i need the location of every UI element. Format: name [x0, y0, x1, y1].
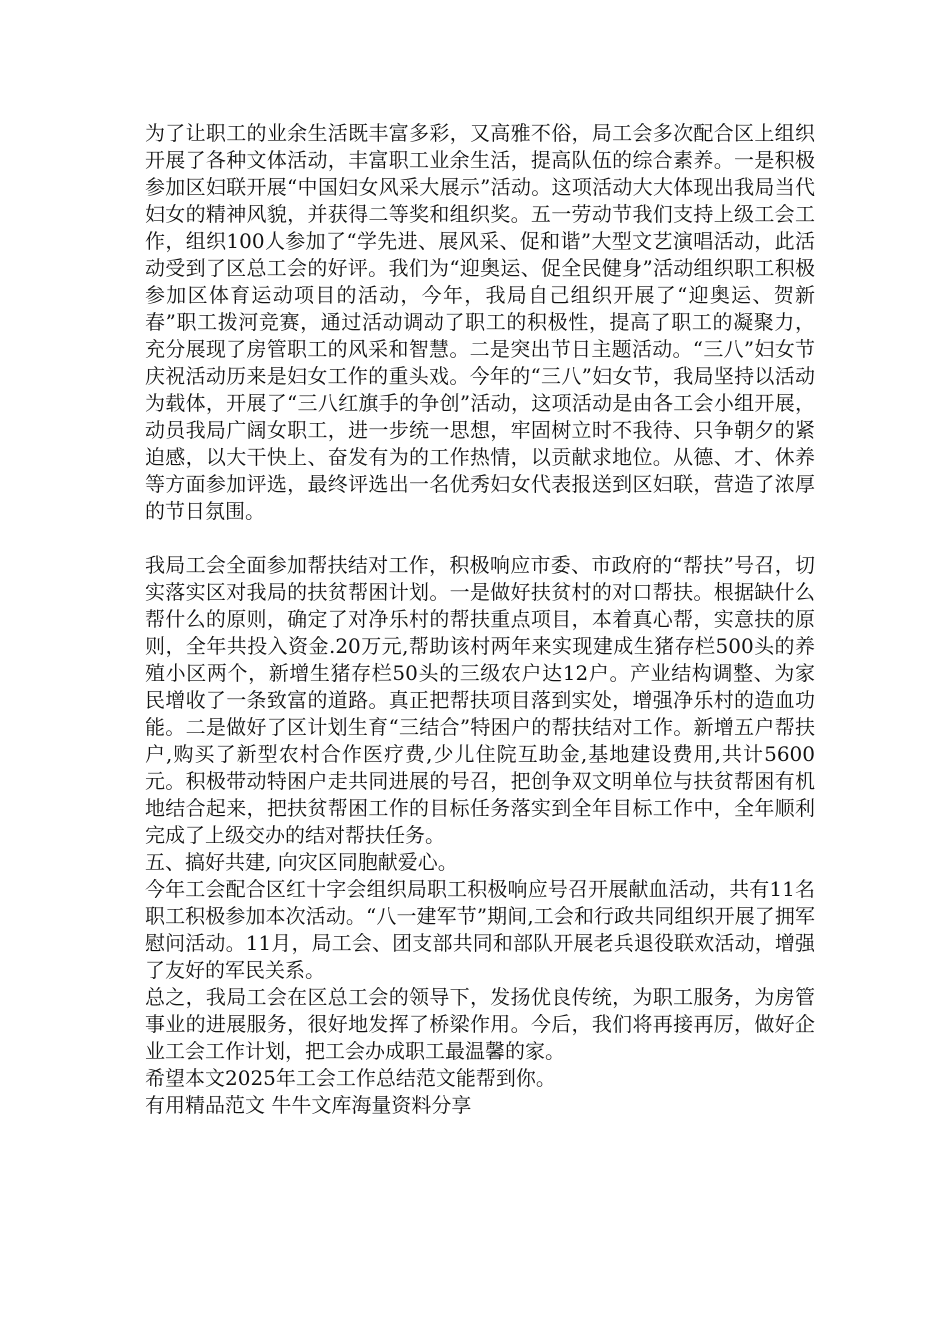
- paragraph-poverty-assistance: 我局工会全面参加帮扶结对工作，积极响应市委、市政府的“帮扶”号召，切实落实区对我局的扶贫帮困计划。一是做好扶贫村的对口帮扶。根据缺什么帮什么的原则，确定了对净乐村的帮扶重点项目，本着真心帮，实意扶的原则，全年共投入资金.20万元,帮助该村两年来实现建成生猪存栏500头的养殖小区两个，新增生猪存栏50头的三级农户达12户。产业结构调整、为家民增收了一条致富的道路。真正把帮扶项目落到实处，增强净乐村的造血功能。二是做好了区计划生育“三结合”特困户的帮扶结对工作。新增五户帮扶户,购买了新型农村合作医疗费,少儿住院互助金,基地建设费用,共计5600元。积极带动特困户走共同进展的号召，把创争双文明单位与扶贫帮困有机地结合起来，把扶贫帮困工作的目标任务落实到全年目标工作中，全年顺利完成了上级交办的结对帮扶任务。: [145, 553, 815, 847]
- closing-note: 希望本文2025年工会工作总结范文能帮到你。: [145, 1066, 556, 1090]
- footer-source: 有用精品范文 牛牛文库海量资料分享: [145, 1093, 472, 1117]
- section-heading-five: 五、搞好共建, 向灾区同胞献爱心。: [145, 850, 458, 874]
- paragraph-blood-donation: 今年工会配合区红十字会组织局职工积极响应号召开展献血活动，共有11名职工积极参加本次活动。“八一建军节”期间,工会和行政共同组织开展了拥军慰问活动。11月，局工会、团支部共同和部队开展老兵退役联欢活动，增强了友好的军民关系。: [145, 877, 815, 982]
- paragraph-conclusion: 总之，我局工会在区总工会的领导下，发扬优良传统，为职工服务，为房管事业的进展服务，很好地发挥了桥梁作用。今后，我们将再接再厉，做好企业工会工作计划，把工会办成职工最温馨的家。: [145, 985, 815, 1063]
- document-body: [145, 120, 815, 1119]
- paragraph-spacer: [145, 525, 815, 552]
- paragraph-cultural-activities: 为了让职工的业余生活既丰富多彩，又高雅不俗，局工会多次配合区上组织开展了各种文体活动，丰富职工业余生活，提高队伍的综合素养。一是积极参加区妇联开展“中国妇女风采大展示”活动。这项活动大大体现出我局当代妇女的精神风貌，并获得二等奖和组织奖。五一劳动节我们支持上级工会工作，组织100人参加了“学先进、展风采、促和谐”大型文艺演唱活动，此活动受到了区总工会的好评。我们为“迎奥运、促全民健身”活动组织职工积极参加区体育运动项目的活动，今年，我局自己组织开展了“迎奥运、贺新春”职工拨河竞赛，通过活动调动了职工的积极性，提高了职工的凝聚力，充分展现了房管职工的风采和智慧。二是突出节日主题活动。“三八”妇女节庆祝活动历来是妇女工作的重头戏。今年的“三八”妇女节，我局坚持以活动为载体，开展了“三八红旗手的争创”活动，这项活动是由各工会小组开展，动员我局广阔女职工，进一步统一思想，牢固树立时不我待、只争朝夕的紧迫感，以大干快上、奋发有为的工作热情，以贡献求地位。从德、才、休养等方面参加评选，最终评选出一名优秀妇女代表报送到区妇联，营造了浓厚的节日氛围。: [145, 121, 815, 523]
